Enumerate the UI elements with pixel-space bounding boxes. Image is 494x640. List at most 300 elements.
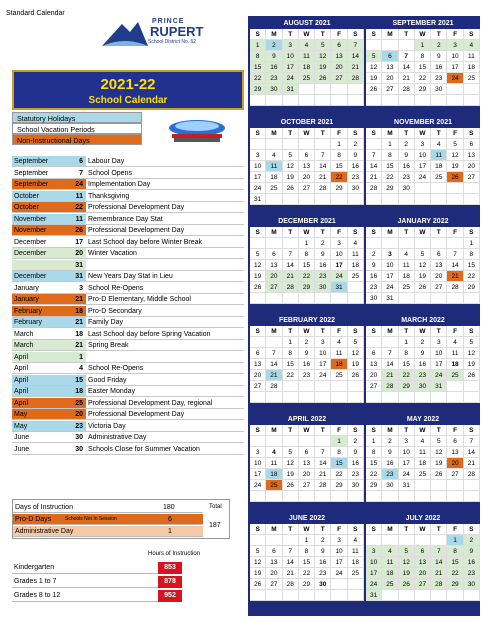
day-cell [331, 84, 347, 95]
month-calendar [366, 216, 480, 304]
day-cell: 4 [399, 249, 415, 260]
weekday-header: W [299, 227, 315, 238]
day-cell: 28 [283, 579, 299, 590]
date-row [12, 156, 244, 167]
day-cell [366, 40, 382, 51]
date-month: April [12, 352, 64, 362]
prod-label: Pro-D Days [15, 516, 52, 523]
day-cell [431, 480, 447, 491]
day-cell: 27 [447, 469, 463, 480]
day-cell: 18 [348, 260, 364, 271]
day-cell [382, 392, 398, 403]
day-cell: 26 [464, 370, 480, 381]
day-cell: 6 [331, 40, 347, 51]
day-cell [315, 139, 331, 150]
day-cell: 17 [283, 62, 299, 73]
date-row [12, 363, 244, 374]
weekday-header: M [266, 425, 282, 436]
day-cell [464, 194, 480, 205]
day-cell: 30 [382, 480, 398, 491]
day-cell: 22 [464, 271, 480, 282]
weekday-header: F [331, 29, 347, 40]
weekday-header: S [366, 227, 382, 238]
day-cell [415, 535, 431, 546]
day-cell [399, 491, 415, 502]
weekday-header: W [415, 227, 431, 238]
weekday-header: W [299, 524, 315, 535]
day-cell: 4 [447, 337, 463, 348]
weekday-header: S [348, 425, 364, 436]
month-title: NOVEMBER 2021 [394, 119, 452, 126]
day-cell [415, 590, 431, 601]
day-cell [283, 139, 299, 150]
day-cell: 10 [415, 150, 431, 161]
day-cell: 12 [315, 51, 331, 62]
day-cell: 21 [464, 458, 480, 469]
day-cell: 11 [266, 161, 282, 172]
day-cell [415, 392, 431, 403]
legend-vacation: School Vacation Periods [12, 123, 142, 134]
day-cell: 24 [283, 73, 299, 84]
day-cell: 17 [447, 62, 463, 73]
day-cell [464, 392, 480, 403]
day-cell [299, 95, 315, 106]
day-cell: 16 [431, 62, 447, 73]
district-logo [100, 18, 220, 48]
day-cell: 28 [366, 183, 382, 194]
day-cell [283, 194, 299, 205]
day-cell: 11 [348, 249, 364, 260]
date-row [12, 168, 244, 179]
day-cell: 7 [283, 249, 299, 260]
summary-table [12, 499, 230, 539]
day-cell: 14 [315, 161, 331, 172]
prod-note: Schools Not In Session [65, 516, 117, 522]
month-calendar [366, 18, 480, 106]
weekday-header: M [266, 524, 282, 535]
date-day: 18 [64, 306, 86, 316]
day-cell: 24 [399, 469, 415, 480]
day-cell [299, 194, 315, 205]
weekday-header: S [366, 128, 382, 139]
day-cell: 19 [250, 568, 266, 579]
day-cell: 9 [399, 150, 415, 161]
day-cell: 18 [415, 458, 431, 469]
day-cell: 6 [299, 447, 315, 458]
logo-emblem-icon [100, 18, 150, 48]
instruction-label: Days of Instruction [15, 504, 73, 511]
date-event: New Years Day Stat in Lieu [88, 273, 173, 280]
day-cell: 14 [266, 359, 282, 370]
day-cell: 1 [382, 139, 398, 150]
month-calendars [248, 16, 480, 616]
day-cell: 15 [447, 557, 463, 568]
day-cell: 18 [431, 161, 447, 172]
day-cell: 31 [382, 293, 398, 304]
day-cell: 29 [299, 579, 315, 590]
day-cell: 31 [366, 590, 382, 601]
day-cell [382, 590, 398, 601]
day-cell: 19 [250, 271, 266, 282]
weekday-header: T [315, 227, 331, 238]
day-cell [250, 491, 266, 502]
day-cell: 25 [348, 271, 364, 282]
day-cell: 1 [366, 436, 382, 447]
date-month: May [12, 421, 64, 431]
date-month: January [14, 284, 39, 292]
day-cell: 12 [250, 260, 266, 271]
weekday-header: S [464, 29, 480, 40]
day-cell [431, 183, 447, 194]
weekday-header: F [447, 227, 463, 238]
date-event: Thanksgiving [88, 192, 130, 200]
day-cell: 28 [315, 183, 331, 194]
date-event: Professional Development Day, regional [88, 399, 213, 407]
day-cell [415, 480, 431, 491]
day-cell: 16 [415, 359, 431, 370]
day-cell: 22 [331, 172, 347, 183]
day-cell: 12 [431, 447, 447, 458]
day-cell: 28 [283, 282, 299, 293]
day-cell: 17 [250, 172, 266, 183]
day-cell: 11 [382, 557, 398, 568]
weekday-header: S [366, 326, 382, 337]
day-cell: 3 [382, 249, 398, 260]
date-day: 11 [64, 191, 86, 201]
day-cell: 23 [366, 282, 382, 293]
day-cell: 3 [250, 150, 266, 161]
day-cell: 26 [250, 282, 266, 293]
month-title: APRIL 2022 [287, 416, 327, 423]
date-row [12, 317, 244, 328]
day-cell [431, 590, 447, 601]
day-cell: 19 [399, 568, 415, 579]
day-cell: 18 [447, 359, 463, 370]
legend-holidays: Statutory Holidays [12, 112, 142, 123]
weekday-header: T [399, 227, 415, 238]
day-cell: 28 [382, 381, 398, 392]
day-cell: 23 [315, 271, 331, 282]
hours-value: 878 [158, 576, 182, 588]
day-cell: 10 [283, 51, 299, 62]
date-event: Spring Break [88, 342, 129, 349]
day-cell: 22 [250, 73, 266, 84]
day-cell [447, 95, 463, 106]
weekday-header: S [464, 128, 480, 139]
day-cell: 10 [250, 458, 266, 469]
day-cell: 4 [299, 40, 315, 51]
day-cell: 9 [348, 150, 364, 161]
day-cell: 5 [415, 249, 431, 260]
day-cell: 3 [331, 238, 347, 249]
day-cell: 21 [366, 172, 382, 183]
weekday-header: W [415, 524, 431, 535]
weekday-header: T [315, 425, 331, 436]
day-cell [266, 590, 282, 601]
day-cell: 23 [266, 73, 282, 84]
day-cell [315, 491, 331, 502]
day-cell [283, 590, 299, 601]
weekday-header: T [283, 524, 299, 535]
day-cell [266, 95, 282, 106]
date-row [12, 294, 244, 305]
day-cell: 25 [382, 579, 398, 590]
day-cell: 7 [283, 546, 299, 557]
day-cell: 5 [250, 249, 266, 260]
day-cell: 12 [415, 260, 431, 271]
day-cell: 16 [382, 458, 398, 469]
admin-value: 1 [168, 528, 172, 535]
day-cell [366, 535, 382, 546]
page-header-label: Standard Calendar [6, 10, 65, 17]
day-cell: 8 [399, 348, 415, 359]
day-cell: 23 [415, 370, 431, 381]
date-day: 17 [75, 238, 83, 246]
day-cell: 2 [348, 436, 364, 447]
day-cell: 23 [399, 172, 415, 183]
day-cell: 3 [399, 436, 415, 447]
day-cell: 6 [266, 546, 282, 557]
day-cell: 1 [299, 238, 315, 249]
day-cell: 15 [399, 359, 415, 370]
weekday-header: M [382, 128, 398, 139]
date-month [12, 260, 64, 270]
day-cell [266, 337, 282, 348]
day-cell [299, 293, 315, 304]
day-cell: 25 [431, 172, 447, 183]
day-cell: 8 [382, 150, 398, 161]
total-label: Total [209, 504, 222, 510]
day-cell: 31 [283, 84, 299, 95]
date-row [12, 329, 244, 340]
day-cell [431, 535, 447, 546]
day-cell: 9 [266, 51, 282, 62]
day-cell: 1 [415, 40, 431, 51]
day-cell: 24 [447, 73, 463, 84]
day-cell [464, 183, 480, 194]
date-row [12, 352, 244, 363]
day-cell [415, 183, 431, 194]
day-cell: 30 [348, 183, 364, 194]
day-cell [366, 491, 382, 502]
day-cell [366, 139, 382, 150]
day-cell: 26 [283, 480, 299, 491]
weekday-header: F [447, 425, 463, 436]
day-cell: 27 [415, 579, 431, 590]
day-cell: 8 [283, 348, 299, 359]
day-cell: 4 [348, 238, 364, 249]
month-title: DECEMBER 2021 [278, 218, 336, 225]
day-cell: 10 [399, 447, 415, 458]
weekday-header: M [266, 128, 282, 139]
date-month: September [12, 179, 64, 189]
day-cell [331, 392, 347, 403]
day-cell: 17 [366, 568, 382, 579]
weekday-header: M [266, 29, 282, 40]
day-cell: 3 [366, 546, 382, 557]
day-cell [283, 95, 299, 106]
weekday-header: T [399, 524, 415, 535]
day-cell [447, 381, 463, 392]
day-cell: 26 [399, 579, 415, 590]
weekday-header: T [431, 128, 447, 139]
weekday-header: S [250, 425, 266, 436]
day-cell: 18 [266, 469, 282, 480]
weekday-header: M [266, 326, 282, 337]
day-cell: 3 [250, 447, 266, 458]
day-cell [348, 95, 364, 106]
day-cell: 6 [250, 348, 266, 359]
day-cell [266, 293, 282, 304]
day-cell: 18 [299, 62, 315, 73]
day-cell: 19 [464, 359, 480, 370]
instruction-value: 180 [163, 504, 175, 511]
day-cell: 28 [266, 381, 282, 392]
weekday-header: F [447, 29, 463, 40]
day-cell [415, 238, 431, 249]
day-cell [464, 590, 480, 601]
day-cell: 22 [415, 73, 431, 84]
day-cell: 31 [250, 194, 266, 205]
weekday-header: F [331, 524, 347, 535]
date-month: April [14, 365, 29, 372]
date-month: September [12, 156, 64, 166]
day-cell [464, 480, 480, 491]
date-event: Pro-D Secondary [88, 307, 142, 315]
weekday-header: M [382, 29, 398, 40]
date-day: 6 [64, 156, 86, 166]
day-cell: 29 [250, 84, 266, 95]
month-title: MAY 2022 [406, 416, 440, 423]
day-cell [447, 392, 463, 403]
day-cell: 5 [399, 546, 415, 557]
day-cell: 23 [464, 568, 480, 579]
day-cell: 30 [266, 84, 282, 95]
day-cell: 24 [382, 282, 398, 293]
date-row [12, 260, 244, 271]
day-cell: 2 [399, 139, 415, 150]
day-cell: 18 [464, 62, 480, 73]
books-illustration-icon [162, 116, 232, 146]
day-cell: 26 [315, 73, 331, 84]
date-event: Easter Monday [88, 388, 136, 395]
day-cell [299, 491, 315, 502]
weekday-header: S [348, 227, 364, 238]
date-event: Schools Close for Summer Vacation [88, 445, 200, 453]
day-cell: 14 [366, 161, 382, 172]
day-cell [382, 337, 398, 348]
day-cell: 20 [299, 469, 315, 480]
day-cell: 20 [266, 568, 282, 579]
weekday-header: T [399, 29, 415, 40]
day-cell: 16 [299, 359, 315, 370]
day-cell [447, 84, 463, 95]
day-cell: 23 [431, 73, 447, 84]
day-cell: 4 [331, 337, 347, 348]
day-cell: 4 [266, 447, 282, 458]
date-row [12, 202, 244, 213]
weekday-header: S [250, 29, 266, 40]
weekday-header: T [315, 128, 331, 139]
day-cell: 25 [415, 469, 431, 480]
day-cell: 11 [299, 51, 315, 62]
day-cell: 13 [299, 458, 315, 469]
date-day: 1 [64, 352, 86, 362]
date-month: December [12, 248, 64, 258]
month-title: JUNE 2022 [288, 515, 326, 522]
day-cell [266, 491, 282, 502]
date-row [12, 432, 244, 443]
day-cell: 8 [366, 447, 382, 458]
day-cell [447, 183, 463, 194]
day-cell: 8 [415, 51, 431, 62]
day-cell [250, 95, 266, 106]
day-cell: 16 [315, 557, 331, 568]
day-cell: 10 [431, 348, 447, 359]
weekday-header: W [299, 326, 315, 337]
date-month: December [14, 238, 47, 246]
month-calendar [250, 414, 364, 502]
weekday-header: F [447, 326, 463, 337]
day-cell: 27 [299, 183, 315, 194]
day-cell [315, 194, 331, 205]
day-cell: 28 [399, 84, 415, 95]
day-cell [415, 95, 431, 106]
day-cell: 9 [348, 447, 364, 458]
day-cell: 8 [331, 150, 347, 161]
day-cell [399, 293, 415, 304]
day-cell: 13 [447, 447, 463, 458]
day-cell: 4 [348, 535, 364, 546]
day-cell: 29 [299, 282, 315, 293]
day-cell: 5 [366, 51, 382, 62]
day-cell [447, 590, 463, 601]
date-row [12, 386, 244, 397]
prod-value: 6 [168, 516, 172, 523]
month-calendar [366, 315, 480, 403]
day-cell: 27 [299, 480, 315, 491]
weekday-header: M [266, 227, 282, 238]
month-calendar [250, 513, 364, 601]
day-cell: 17 [382, 271, 398, 282]
date-row [12, 340, 244, 351]
day-cell: 19 [283, 469, 299, 480]
day-cell [399, 590, 415, 601]
date-month: February [12, 317, 64, 327]
day-cell: 5 [447, 139, 463, 150]
day-cell: 24 [331, 271, 347, 282]
weekday-header: F [331, 227, 347, 238]
day-cell: 31 [331, 282, 347, 293]
day-cell: 2 [266, 40, 282, 51]
day-cell: 17 [399, 458, 415, 469]
day-cell: 2 [382, 436, 398, 447]
day-cell: 8 [250, 51, 266, 62]
weekday-header: M [382, 326, 398, 337]
day-cell: 24 [315, 370, 331, 381]
day-cell: 16 [464, 557, 480, 568]
day-cell [382, 40, 398, 51]
date-day: 26 [64, 225, 86, 235]
day-cell: 28 [447, 282, 463, 293]
weekday-header: T [431, 524, 447, 535]
day-cell: 14 [399, 62, 415, 73]
day-cell: 9 [415, 348, 431, 359]
day-cell: 5 [464, 337, 480, 348]
day-cell: 23 [382, 469, 398, 480]
day-cell: 20 [266, 271, 282, 282]
day-cell: 7 [315, 447, 331, 458]
